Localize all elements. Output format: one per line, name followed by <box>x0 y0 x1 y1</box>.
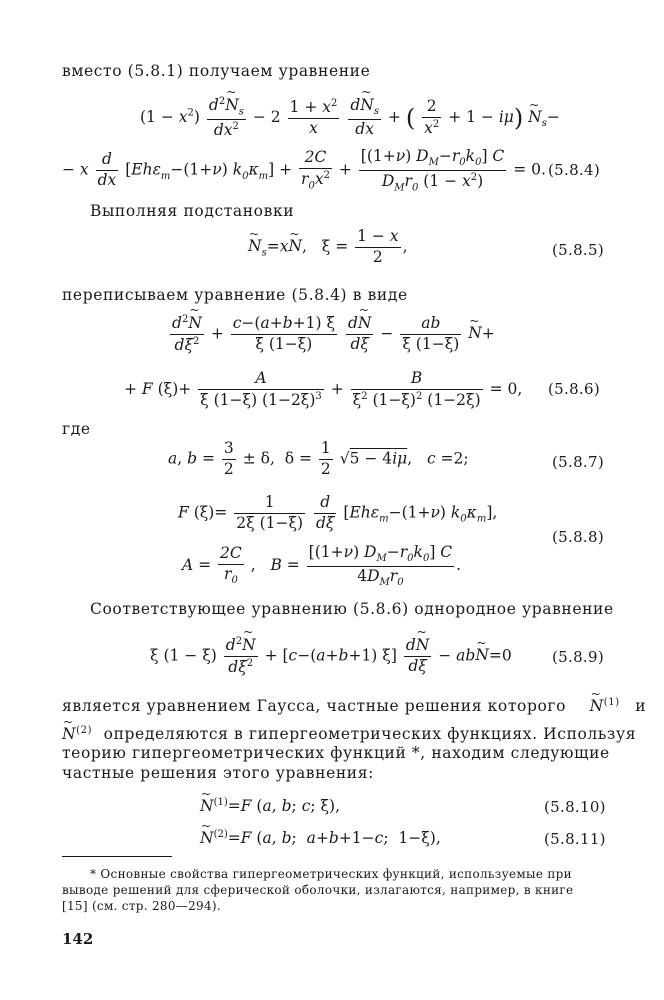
equation-number-5-8-5: (5.8.5) <box>552 241 604 259</box>
equation-5-8-8-line2: A = $\frac{2C}{r_0}$ , B = $\frac{[(1+\nu) D_M-r_0k_0] C}{4D_Mr_0}$ . <box>182 543 462 588</box>
paragraph-gauss-line3: теорию гипергеометрических функций *, находим следующие <box>62 744 610 762</box>
footnote-line2: выводе решений для сферической оболочки, излагаются, например, в книге <box>62 883 574 897</box>
footnote-line1: * Основные свойства гипергеометрических функций, используемые при <box>90 867 572 881</box>
equation-5-8-10: ~ $N^{(1)}=F$ (a, b; c; ξ), <box>200 798 340 815</box>
equation-number-5-8-6: (5.8.6) <box>548 380 600 398</box>
equation-5-8-9: ξ (1 − ξ) $\frac{d^2\sim N}{d\xi^2}$ + [c−(a+b+1) ξ] $\frac{d\sim N}{d\xi}$ − ab~ N=0 <box>150 636 512 677</box>
paragraph-gauss-text: является уравнением Гаусса, частные решения которого <box>62 697 567 716</box>
paragraph-homogeneous: Соответствующее уравнению (5.8.6) однородное уравнение <box>90 600 614 618</box>
equation-5-8-4-line1: $(1 - x^2)$ $\frac{d^2\sim N_s}{dx^2}$ − 2 $\frac{1 + x^2}{x}$ $\frac{d\sim N_s}{dx}$ + ( $\frac{2}{x^2}$ + 1 − iμ) ~ $N_s-$ <box>140 96 560 140</box>
paragraph-intro: вместо (5.8.1) получаем уравнение <box>62 62 371 80</box>
equation-number-5-8-4: (5.8.4) <box>548 161 600 179</box>
paragraph-where: где <box>62 420 91 438</box>
equation-5-8-7: a, b = $\frac{3}{2}$ ± δ, δ = $\frac{1}{2}$ $√5 - 4\overline{i\mu}$, c =2; <box>168 439 469 478</box>
paragraph-gauss-line4: частные решения этого уравнения: <box>62 764 374 782</box>
paragraph-gauss-line2: ~ $N^{(2)}$ определяются в гипергеометрических функциях. Используя <box>62 726 636 743</box>
footnote-divider <box>62 856 172 857</box>
paragraph-gauss-line2-text: определяются в гипергеометрических функциях. Используя <box>103 725 637 744</box>
equation-number-5-8-7: (5.8.7) <box>552 453 604 471</box>
equation-5-8-8-line1: F (ξ)= $\frac{1}{2\xi (1-\xi)}$ $\frac{d}{d\xi}$ [Ehε$_т$−(1+ν) $k_0\kappa_т$], <box>178 493 498 532</box>
equation-5-8-6-line1: $\frac{d^2\sim N}{d\xi^2}$ + $\frac{c-(a+b+1) \xi}{\xi (1-\xi)}$ $\frac{d\sim N}{d\xi}$ − $\frac{ab}{\xi (1-\xi)}$ ~ N+ <box>168 314 495 355</box>
paragraph-substitution: Выполняя подстановки <box>90 202 295 220</box>
paragraph-gauss-and: и <box>635 697 647 716</box>
paragraph-rewrite: переписываем уравнение (5.8.4) в виде <box>62 286 408 304</box>
paragraph-gauss-line1: является уравнением Гаусса, частные решения которого ~ $N^{(1)}$ и <box>62 698 646 715</box>
equation-5-8-5: ~ $N_s=x\sim$ N, ξ = $\frac{1 - x}{2}$ , <box>248 228 408 267</box>
equation-5-8-4-line2: − x $\frac{d}{dx}$ [Ehε$_т$−(1+ν) $k_0\kappa_т$] + $\frac{2C}{r_0x^2}$ + $\frac{[(1+\nu) D_M-r_0k_0] C}{D_Mr_0 (1 - x^2)}$ = 0. <box>62 147 546 193</box>
equation-number-5-8-8: (5.8.8) <box>552 528 604 546</box>
equation-5-8-6-line2: + F (ξ)+ $\frac{A}{\xi (1-\xi) (1-2\xi)^3}$ + $\frac{B}{\xi^2 (1-\xi)^2 (1-2\xi)}$ = 0, <box>124 369 523 409</box>
equation-number-5-8-11: (5.8.11) <box>544 830 606 848</box>
equation-5-8-11: ~ $N^{(2)}=F$ (a, b; a+b+1−c; 1−ξ), <box>200 830 441 847</box>
footnote-line3: [15] (см. стр. 280—294). <box>62 899 221 913</box>
equation-number-5-8-9: (5.8.9) <box>552 648 604 666</box>
equation-number-5-8-10: (5.8.10) <box>544 798 606 816</box>
page-number: 142 <box>62 930 94 948</box>
